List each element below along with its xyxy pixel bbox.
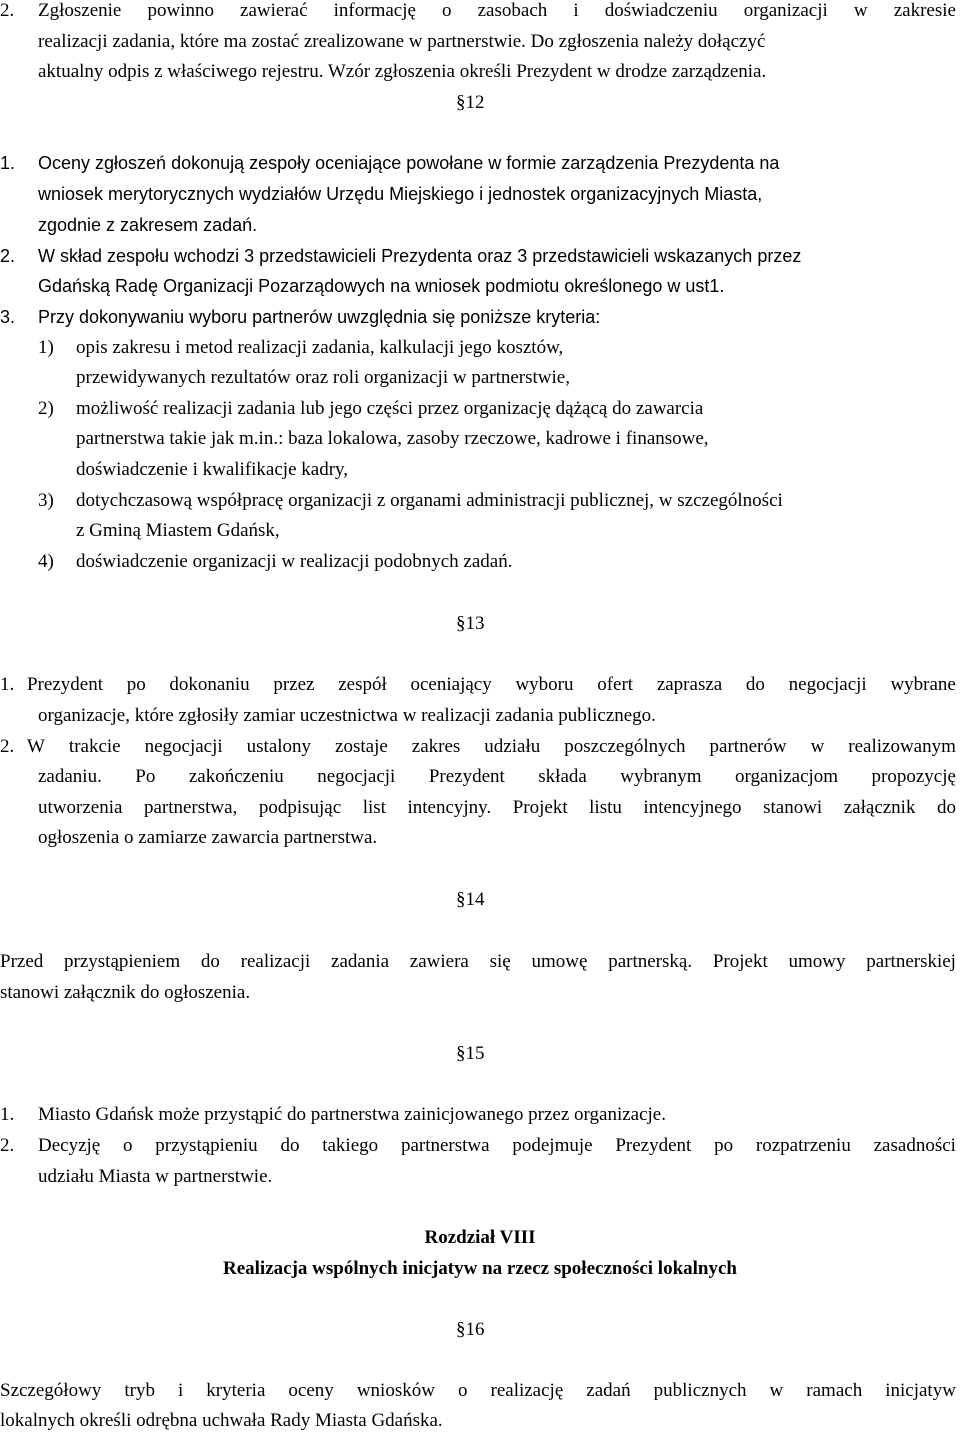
paragraph-line: udziału Miasta w partnerstwie. — [38, 1166, 273, 1187]
word: przystąpieniu — [155, 1135, 258, 1156]
word: Prezydent — [27, 674, 103, 695]
paragraph-line: lokalnych określi odrębna uchwała Rady Miasta Gdańska. — [0, 1410, 443, 1431]
word: Szczegółowy — [0, 1380, 102, 1401]
paragraph-line — [38, 766, 956, 788]
word: zespół — [338, 674, 387, 695]
paragraph-line — [27, 674, 956, 696]
paragraph-line: realizacji zadania, które ma zostać zrealizowane w partnerstwie. Do zgłoszenia należy dołączyć — [38, 31, 766, 52]
word: negocjacji — [144, 736, 223, 757]
word: się — [489, 951, 511, 972]
word: o — [123, 1135, 133, 1156]
word: stanowi — [763, 797, 823, 818]
word: po — [126, 674, 146, 695]
word: podpisując — [258, 797, 342, 818]
list-number: 4) — [38, 551, 54, 572]
list-item-line: partnerstwa takie jak m.in.: baza lokalowa, zasoby rzeczowe, kadrowe i finansowe, — [76, 428, 709, 449]
paragraph-number: 1. — [0, 153, 16, 173]
word: zakresie — [893, 0, 956, 21]
word: rozpatrzeniu — [755, 1135, 851, 1156]
word: doświadczeniu — [604, 0, 718, 21]
word: zostaje — [335, 736, 388, 757]
chapter-subtitle: Realizacja wspólnych inicjatyw na rzecz społeczności lokalnych — [222, 1258, 737, 1279]
word: o — [457, 1380, 468, 1401]
word: oceny — [288, 1380, 334, 1401]
word: zakres — [411, 736, 461, 757]
paragraph-line: organizacje, które zgłosiły zamiar uczestnictwa w realizacji zadania publicznego. — [38, 705, 656, 726]
word: udziału — [484, 736, 541, 757]
word: przez — [273, 674, 315, 695]
paragraph-line — [0, 951, 956, 973]
word: partnerstwa, — [143, 797, 238, 818]
word: inicjatyw — [885, 1380, 956, 1401]
paragraph-line — [38, 797, 956, 819]
word: W — [27, 736, 45, 757]
section-heading: §15 — [456, 1043, 485, 1064]
word: składa — [538, 766, 587, 787]
list-item-line: opis zakresu i metod realizacji zadania, kalkulacji jego kosztów, — [76, 337, 564, 358]
word: zakończeniu — [188, 766, 284, 787]
word: wyboru — [515, 674, 574, 695]
word: w — [810, 736, 825, 757]
list-item-line: doświadczenie i kwalifikacje kadry, — [76, 459, 349, 480]
word: do — [280, 1135, 300, 1156]
word: Zgłoszenie — [38, 0, 122, 21]
list-item-line: możliwość realizacji zadania lub jego części przez organizację dążącą do zawarcia — [76, 398, 704, 419]
word: ramach — [806, 1380, 863, 1401]
word: w — [853, 0, 868, 21]
list-item-line: doświadczenie organizacji w realizacji podobnych zadań. — [76, 551, 513, 572]
word: negocjacji — [317, 766, 396, 787]
word: ofert — [597, 674, 634, 695]
word: podejmuje — [512, 1135, 593, 1156]
word: Przed — [0, 951, 44, 972]
word: tryb — [124, 1380, 155, 1401]
word: wybrane — [890, 674, 956, 695]
word: wybranym — [620, 766, 702, 787]
word: wniosków — [356, 1380, 435, 1401]
paragraph-number: 1. — [0, 674, 15, 695]
paragraph-number: 2. — [0, 246, 16, 266]
paragraph-line: W skład zespołu wchodzi 3 przedstawicieli Prezydenta oraz 3 przedstawicieli wskazanych przez — [38, 246, 802, 266]
word: partnerów — [709, 736, 787, 757]
paragraph-line — [38, 0, 956, 22]
word: intencyjny. — [407, 797, 492, 818]
word: zadań — [586, 1380, 631, 1401]
word: zaprasza — [656, 674, 723, 695]
section-heading: §12 — [456, 92, 485, 113]
word: list — [362, 797, 386, 818]
word: umowy — [788, 951, 846, 972]
paragraph-line — [0, 1380, 956, 1402]
word: po — [714, 1135, 734, 1156]
word: publicznych — [653, 1380, 747, 1401]
paragraph-line — [38, 1135, 956, 1157]
word: i — [177, 1380, 184, 1401]
word: takiego — [322, 1135, 379, 1156]
word: zawiera — [409, 951, 469, 972]
paragraph-number: 3. — [0, 307, 16, 327]
word: zadaniu. — [38, 766, 102, 787]
word: o — [442, 0, 452, 21]
word: realizowanym — [848, 736, 956, 757]
word: listu — [589, 797, 622, 818]
word: partnerstwa — [400, 1135, 490, 1156]
word: trakcie — [68, 736, 121, 757]
word: partnerską. — [608, 951, 693, 972]
word: umowę — [531, 951, 588, 972]
word: zawierać — [240, 0, 308, 21]
word: ustalony — [246, 736, 312, 757]
word: oceniający — [410, 674, 492, 695]
word: do — [200, 951, 220, 972]
word: w — [769, 1380, 784, 1401]
paragraph-line: Miasto Gdańsk może przystąpić do partnerstwa zainicjowanego przez organizacje. — [38, 1104, 666, 1125]
paragraph-line — [27, 736, 956, 758]
section-heading: §13 — [456, 613, 485, 634]
word: i — [573, 0, 579, 21]
paragraph-number: 2. — [0, 1135, 15, 1156]
word: do — [937, 797, 956, 818]
paragraph-line: ogłoszenia o zamiarze zawarcia partnerstwa. — [38, 827, 378, 848]
word: utworzenia — [38, 797, 123, 818]
word: organizacjom — [735, 766, 839, 787]
list-item-line: z Gminą Miastem Gdańsk, — [76, 520, 280, 541]
word: Prezydent — [428, 766, 505, 787]
word: do — [745, 674, 765, 695]
paragraph-line: aktualny odpis z właściwego rejestru. Wzór zgłoszenia określi Prezydent w drodze zarządzenia. — [38, 61, 767, 82]
word: negocjacji — [788, 674, 867, 695]
list-number: 2) — [38, 398, 54, 419]
section-heading: §16 — [456, 1319, 485, 1340]
paragraph-line: wniosek merytorycznych wydziałów Urzędu Miejskiego i jednostek organizacyjnych Miasta, — [38, 184, 763, 204]
list-item-line: dotychczasową współpracę organizacji z organami administracji publicznej, w szczególności — [76, 490, 783, 511]
word: propozycję — [871, 766, 956, 787]
paragraph-number: 1. — [0, 1104, 15, 1125]
word: organizacji — [743, 0, 828, 21]
section-heading: §14 — [456, 889, 485, 910]
list-number: 1) — [38, 337, 54, 358]
word: partnerskiej — [866, 951, 956, 972]
paragraph-line: Oceny zgłoszeń dokonują zespoły oceniające powołane w formie zarządzenia Prezydenta na — [38, 153, 780, 173]
paragraph-number: 2. — [0, 0, 15, 21]
word: Projekt — [512, 797, 568, 818]
word: realizacji — [240, 951, 311, 972]
chapter-title: Rozdział VIII — [424, 1227, 536, 1248]
word: kryteria — [206, 1380, 266, 1401]
word: poszczególnych — [564, 736, 686, 757]
word: załącznik — [843, 797, 916, 818]
word: Prezydent — [615, 1135, 692, 1156]
paragraph-line: Przy dokonywaniu wyboru partnerów uwzględnia się poniższe kryteria: — [38, 307, 601, 327]
word: zasobach — [477, 0, 548, 21]
word: Po — [135, 766, 156, 787]
word: informację — [333, 0, 416, 21]
word: Projekt — [712, 951, 768, 972]
word: przystąpieniem — [64, 951, 181, 972]
word: Decyzję — [38, 1135, 101, 1156]
word: zasadności — [873, 1135, 956, 1156]
paragraph-line: stanowi załącznik do ogłoszenia. — [0, 982, 251, 1003]
word: dokonaniu — [169, 674, 250, 695]
word: zadania — [331, 951, 390, 972]
word: intencyjnego — [643, 797, 742, 818]
paragraph-line: Gdańską Radę Organizacji Pozarządowych na wniosek podmiotu określonego w ust1. — [38, 276, 725, 296]
paragraph-line: zgodnie z zakresem zadań. — [38, 215, 258, 235]
word: realizację — [490, 1380, 564, 1401]
list-number: 3) — [38, 490, 54, 511]
word: powinno — [147, 0, 214, 21]
list-item-line: przewidywanych rezultatów oraz roli organizacji w partnerstwie, — [76, 367, 570, 388]
paragraph-number: 2. — [0, 736, 15, 757]
